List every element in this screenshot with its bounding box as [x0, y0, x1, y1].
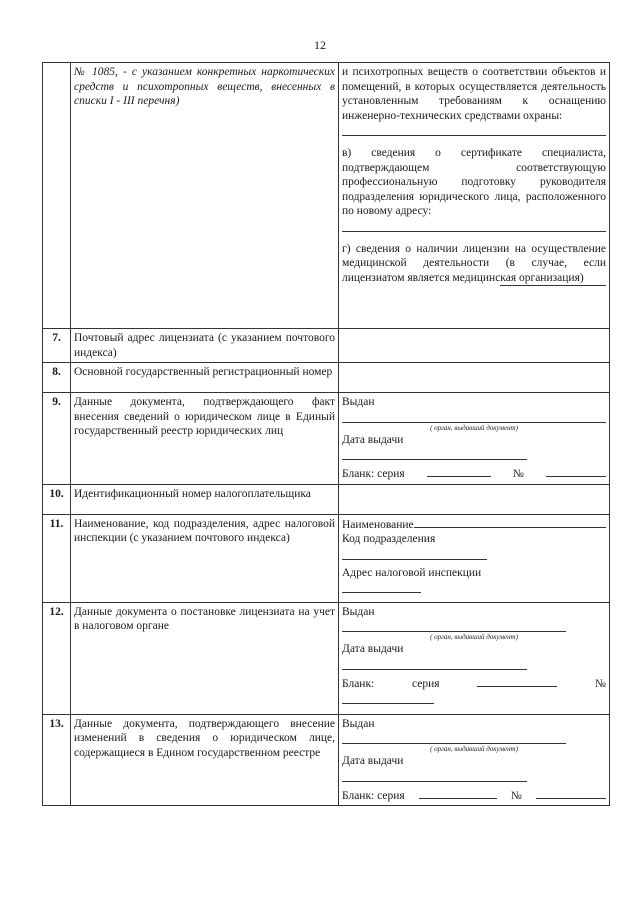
- continuation-text-g: г) сведения о наличии лицензии на осуществление медицинской деятельности (в случае, если лицензиатом является медицинская организация): [342, 242, 606, 284]
- row-number: 13.: [43, 714, 71, 806]
- row-number: 12.: [43, 602, 71, 714]
- row-description: Почтовый адрес лицензиата (с указанием почтового индекса): [71, 329, 339, 363]
- issued-label: Выдан: [342, 605, 375, 618]
- tax-registration-fields: [339, 602, 610, 714]
- fill-line[interactable]: [342, 219, 606, 232]
- egrul-changes-fields: [339, 714, 610, 806]
- issuer-field[interactable]: [342, 731, 566, 744]
- blank-series-number: [342, 466, 606, 482]
- row-number: 10.: [43, 484, 71, 514]
- series-label: серия: [411, 677, 440, 690]
- page-number: 12: [314, 38, 326, 52]
- series-field[interactable]: [427, 466, 491, 477]
- blank-series-number: [342, 788, 606, 804]
- blank-series-number: [342, 676, 606, 692]
- table-row: [43, 393, 610, 485]
- table-row: [43, 484, 610, 514]
- inn-field[interactable]: [339, 484, 610, 514]
- ogrn-field[interactable]: [339, 363, 610, 393]
- continuation-note: № 1085, - с указанием конкретных наркотических средств и психотропных веществ, внесенных в списки I - III перечня): [71, 63, 339, 329]
- issue-date-label: Дата выдачи: [342, 643, 404, 655]
- table-row: [43, 63, 610, 329]
- postal-address-field[interactable]: [339, 329, 610, 363]
- table-row: [43, 602, 610, 714]
- table-row: [43, 714, 610, 806]
- table-row: [43, 514, 610, 602]
- number-field[interactable]: [342, 691, 434, 704]
- row-number: 11.: [43, 514, 71, 602]
- continuation-details: [339, 63, 610, 329]
- row-description: Данные документа, подтверждающего внесение изменений в сведения о юридическом лице, содержащиеся в Едином государственном реестре: [71, 714, 339, 806]
- number-sign: №: [512, 468, 524, 480]
- series-field[interactable]: [419, 788, 497, 799]
- fill-line[interactable]: [342, 123, 606, 136]
- series-field[interactable]: [477, 676, 557, 687]
- issuer-hint: ( орган, выдавший документ): [430, 633, 518, 641]
- row-number: 7.: [43, 329, 71, 363]
- row-description: Данные документа о постановке лицензиата на учет в налоговом органе: [71, 602, 339, 714]
- issue-date-field[interactable]: [342, 447, 527, 460]
- table-row: [43, 363, 610, 393]
- continuation-text-a: и психотропных веществ о соответствии объектов и помещений, в которых осуществляется деятельность установленным требованиям к оснащению инженерно-технических средствами охраны:: [342, 66, 606, 122]
- license-form-table: [42, 62, 610, 806]
- blank-series-label: Бланк: серия: [342, 468, 405, 480]
- issuer-hint: ( орган, выдавший документ): [430, 745, 518, 753]
- issuer-field[interactable]: [342, 619, 566, 632]
- row-number: [43, 63, 71, 329]
- row-number: 9.: [43, 393, 71, 485]
- tax-office-address-label: Адрес налоговой инспекции: [342, 566, 482, 579]
- egrul-document-fields: [339, 393, 610, 485]
- number-sign: №: [594, 677, 606, 690]
- issuer-field[interactable]: [342, 410, 606, 423]
- tax-office-address-field[interactable]: [342, 580, 421, 593]
- tax-office-fields: [339, 514, 610, 602]
- row-description: Основной государственный регистрационный номер: [71, 363, 339, 393]
- division-code-field[interactable]: [342, 547, 487, 560]
- issue-date-field[interactable]: [342, 769, 527, 782]
- issue-date-label: Дата выдачи: [342, 433, 404, 446]
- number-field[interactable]: [536, 788, 606, 799]
- issue-date-label: Дата выдачи: [342, 755, 404, 767]
- name-field[interactable]: [414, 517, 606, 528]
- number-field[interactable]: [546, 466, 606, 477]
- row-description: Данные документа, подтверждающего факт внесения сведений о юридическом лице в Единый государственный реестр юридических лиц: [71, 393, 339, 485]
- issued-label: Выдан: [342, 396, 375, 408]
- division-code-label: Код подразделения: [342, 533, 436, 545]
- number-sign: №: [510, 789, 522, 802]
- issue-date-field[interactable]: [342, 657, 527, 670]
- blank-label: Бланк:: [342, 677, 375, 690]
- issued-label: Выдан: [342, 717, 375, 730]
- row-number: 8.: [43, 363, 71, 393]
- blank-series-label: Бланк: серия: [342, 789, 405, 802]
- table-row: [43, 329, 610, 363]
- row-description: Наименование, код подразделения, адрес налоговой инспекции (с указанием почтового индекса): [71, 514, 339, 602]
- issuer-hint: ( орган, выдавший документ): [430, 423, 518, 432]
- continuation-text-b: в) сведения о сертификате специалиста, подтверждающем соответствующую профессиональную подготовку руководителя подразделения юридического лица, расположенного по новому адресу:: [342, 147, 606, 217]
- name-label: Наименование: [342, 518, 414, 531]
- row-description: Идентификационный номер налогоплательщика: [71, 484, 339, 514]
